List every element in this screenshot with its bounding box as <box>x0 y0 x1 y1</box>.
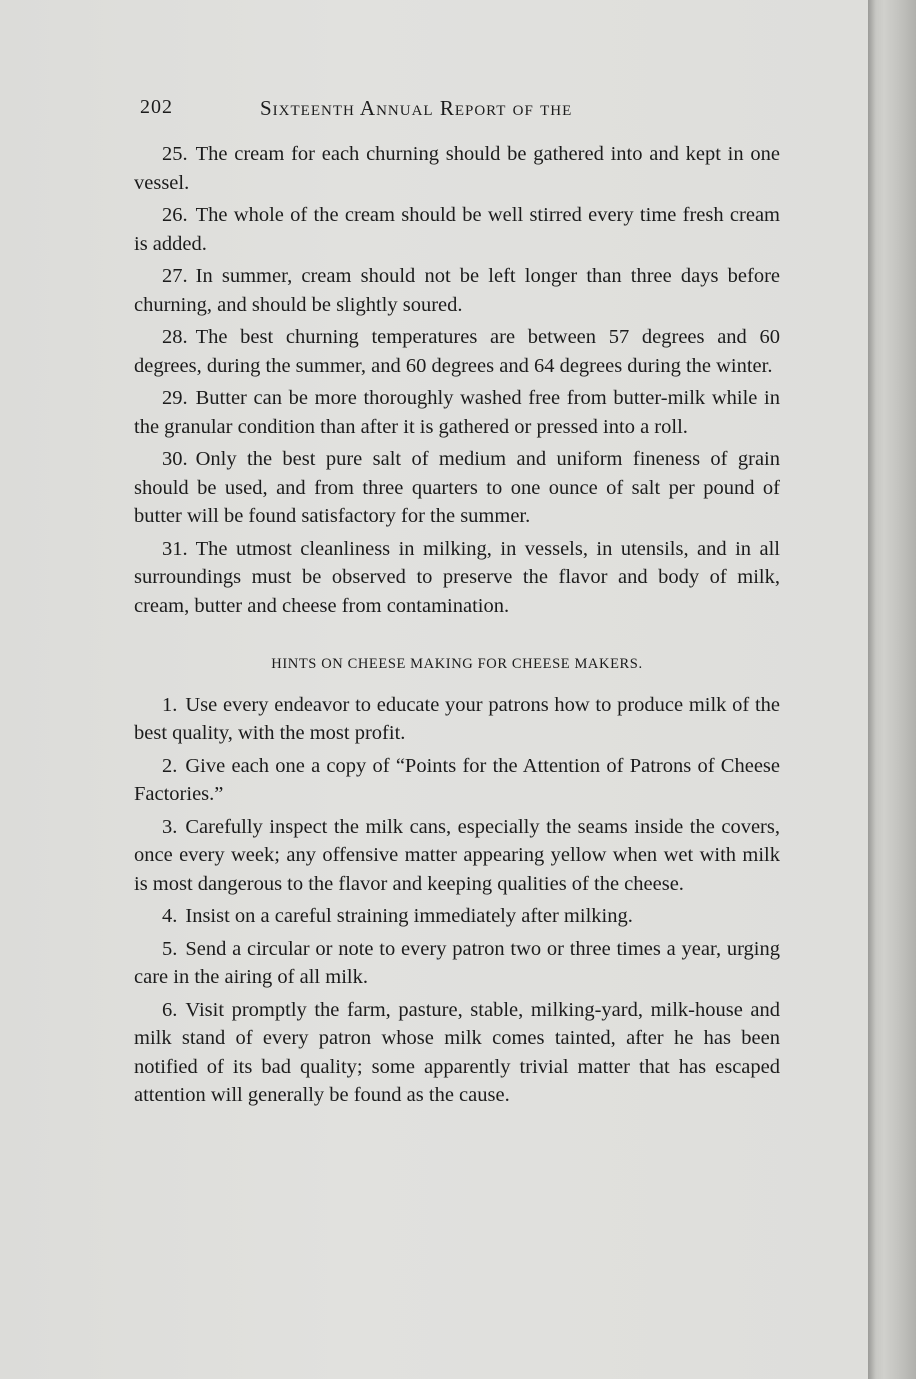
paragraph-text: Carefully inspect the milk cans, especially the seams inside the covers, once every week; any offensive matter appearing yellow when wet with milk is most dangerous to the flavor and keeping qualities of the cheese. <box>134 815 780 895</box>
numbered-paragraph <box>134 323 780 380</box>
running-head: Sixteenth Annual Report of the <box>260 96 573 120</box>
numbered-paragraph <box>134 935 780 992</box>
paragraph-number: 31. <box>162 537 188 560</box>
numbered-paragraph <box>134 384 780 441</box>
paragraph-text: In summer, cream should not be left longer than three days before churning, and should be slightly soured. <box>134 265 780 316</box>
paragraph-number: 2. <box>162 754 178 777</box>
paragraph-number: 5. <box>162 937 178 960</box>
numbered-paragraph <box>134 445 780 531</box>
section-heading: HINTS ON CHEESE MAKING FOR CHEESE MAKERS. <box>271 656 643 672</box>
paragraph-number: 1. <box>162 693 178 716</box>
paragraph-number: 25. <box>162 143 188 165</box>
butter-rules-list <box>134 140 780 620</box>
numbered-paragraph <box>134 752 780 809</box>
book-spine <box>868 0 916 1379</box>
paragraph-text: The best churning temperatures are between 57 degrees and 60 degrees, during the summer, and 60 degrees and 64 degrees during the winter. <box>134 326 780 377</box>
paragraph-text: Send a circular or note to every patron two or three times a year, urging care in the airing of all milk. <box>134 937 780 988</box>
paragraph-number: 26. <box>162 204 188 226</box>
paragraph-text: Only the best pure salt of medium and uniform fineness of grain should be used, and from three quarters to one ounce of salt per pound of butter will be found satisfactory for the summer. <box>134 448 780 527</box>
paragraph-number: 27. <box>162 265 188 287</box>
cheese-hints-list <box>134 691 780 1110</box>
paragraph-text: Visit promptly the farm, pasture, stable, milking-yard, milk-house and milk stand of every patron whose milk comes tainted, after he has been notified of its bad quality; some apparently trivial matter that has escaped attention will generally be found as the cause. <box>134 998 780 1106</box>
numbered-paragraph <box>134 140 780 197</box>
page-number: 202 <box>140 96 173 118</box>
paragraph-text: Use every endeavor to educate your patrons how to produce milk of the best quality, with the most profit. <box>134 693 780 744</box>
paragraph-number: 4. <box>162 905 178 927</box>
numbered-paragraph <box>134 262 780 319</box>
paragraph-text: Give each one a copy of “Points for the Attention of Patrons of Cheese Factories.” <box>134 754 780 805</box>
paragraph-text: The utmost cleanliness in milking, in vessels, in utensils, and in all surroundings must be observed to preserve the flavor and body of milk, cream, butter and cheese from contamination. <box>134 537 780 617</box>
paragraph-number: 29. <box>162 387 188 409</box>
paragraph-text: Butter can be more thoroughly washed free from butter-milk while in the granular condition than after it is gathered or pressed into a roll. <box>134 387 780 438</box>
paragraph-text: The cream for each churning should be gathered into and kept in one vessel. <box>134 143 780 194</box>
paragraph-number: 30. <box>162 448 188 470</box>
paragraph-text: Insist on a careful straining immediately after milking. <box>185 905 633 927</box>
numbered-paragraph <box>134 813 780 899</box>
page-content <box>134 140 780 1114</box>
numbered-paragraph <box>134 902 780 931</box>
numbered-paragraph <box>134 535 780 621</box>
paragraph-number: 28. <box>162 326 188 348</box>
numbered-paragraph <box>134 691 780 748</box>
paragraph-text: The whole of the cream should be well stirred every time fresh cream is added. <box>134 204 780 255</box>
numbered-paragraph <box>134 201 780 258</box>
paragraph-number: 3. <box>162 815 178 838</box>
paragraph-number: 6. <box>162 998 178 1021</box>
numbered-paragraph <box>134 996 780 1110</box>
